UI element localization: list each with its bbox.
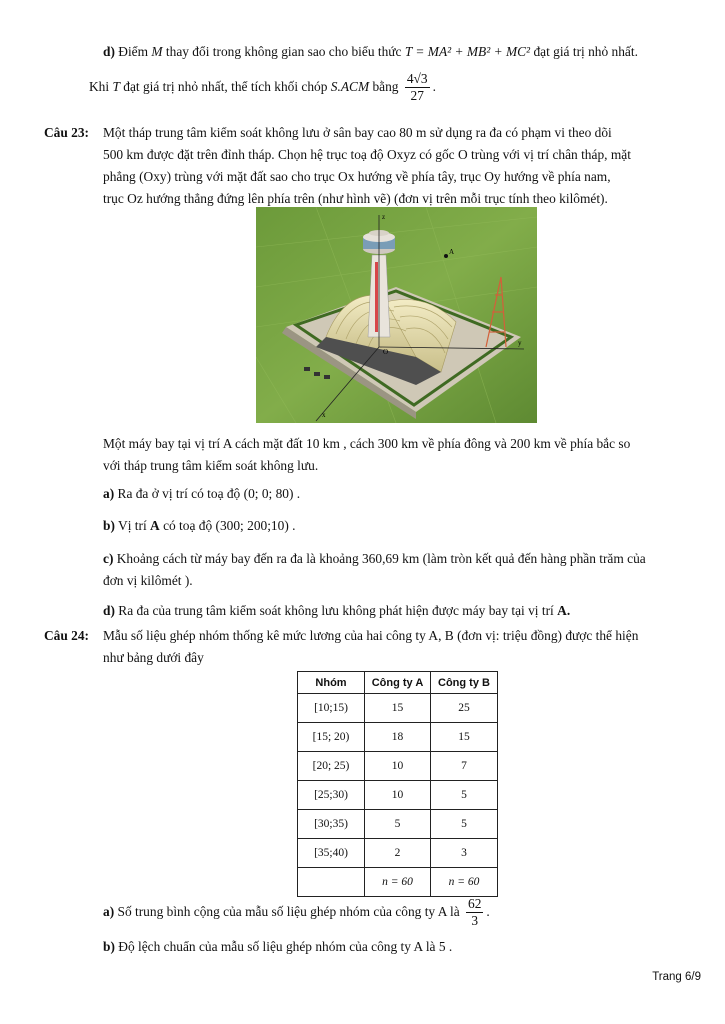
table-cell-company-b: 15: [431, 723, 498, 752]
table-body: [298, 694, 498, 897]
table-row: [298, 723, 498, 752]
table-cell-group: [15; 20): [298, 723, 365, 752]
prev-d-label: d): [103, 44, 115, 59]
q23-line3: phẳng (Oxy) trùng với mặt đất sao cho trục Ox hướng về phía tây, trục Oy hướng về phía nam,: [103, 169, 611, 184]
prev-line2-end: .: [432, 79, 436, 94]
mean-fraction-numerator: 62: [468, 896, 482, 912]
prev-line2-mid: đạt giá trị nhỏ nhất, thể tích khối chóp: [123, 79, 328, 94]
table-row: [298, 694, 498, 723]
table-header-row: [298, 672, 498, 694]
q23-after-fig-2: với tháp trung tâm kiểm soát không lưu.: [103, 458, 319, 473]
q24-a-text: Số trung bình cộng của mẫu số liệu ghép nhóm của công ty A là: [117, 904, 460, 919]
header-company-b: Công ty B: [431, 672, 498, 694]
table-cell-group: [25;30): [298, 781, 365, 810]
table-cell-company-a: 2: [365, 839, 431, 868]
salary-distribution-table: [297, 671, 498, 897]
prev-d-line2: [89, 70, 436, 104]
q23-c-label: c): [103, 551, 114, 566]
table-cell-company-b: 5: [431, 810, 498, 839]
table-cell-group: [20; 25): [298, 752, 365, 781]
table-cell-company-a: 15: [365, 694, 431, 723]
q23-a-text: Ra đa ở vị trí có toạ độ: [117, 486, 241, 501]
page-number: Trang 6/9: [652, 971, 701, 983]
q23-statement-c-line2: đơn vị kilômét ).: [103, 573, 193, 588]
table-cell-company-a: 10: [365, 781, 431, 810]
header-company-a: Công ty A: [365, 672, 431, 694]
mean-fraction: [466, 896, 483, 929]
q24-line1: Mẫu số liệu ghép nhóm thống kê mức lương của hai công ty A, B (đơn vị: triệu đồng) được thể hiện: [103, 628, 639, 643]
q24-a-label: a): [103, 904, 115, 919]
q23-a-coord: (0; 0; 80) .: [243, 486, 301, 501]
prev-line2-before: Khi: [89, 79, 110, 94]
table-row: [298, 810, 498, 839]
q23-statement-d: [103, 602, 570, 620]
q23-d-end: .: [566, 603, 571, 618]
prev-d-var-m: M: [151, 44, 163, 59]
prev-line2-bang: bằng: [372, 79, 399, 94]
table-cell-group: [35;40): [298, 839, 365, 868]
prev-line2-sacm: S.ACM: [330, 79, 370, 94]
q23-b-coord: (300; 200;10) .: [215, 518, 296, 533]
q23-d-point: A: [557, 603, 567, 618]
mean-fraction-denominator: 3: [471, 913, 479, 929]
volume-fraction: [405, 71, 430, 104]
q24-a-end: .: [486, 904, 490, 919]
q24-statement-a: [103, 895, 490, 929]
q24-line2: như bảng dưới đây: [103, 650, 204, 665]
q23-d-label: d): [103, 603, 115, 618]
table-row: [298, 868, 498, 897]
table-cell-company-a: 18: [365, 723, 431, 752]
prev-line2-t: T: [112, 79, 120, 94]
q23-b-text-pre: Vị trí: [118, 518, 147, 533]
table-cell-company-b: 7: [431, 752, 498, 781]
prev-d-text-before: Điểm: [118, 44, 149, 59]
q23-b-text: có toạ độ: [163, 518, 213, 533]
control-tower-illustration: [256, 207, 537, 423]
q23-line4: trục Oz hướng thẳng đứng lên phía trên (như hình vẽ) (đơn vị trên mỗi trục tính theo kilômét).: [103, 191, 608, 206]
table-cell-company-a: n = 60: [365, 868, 431, 897]
table-cell-group: [30;35): [298, 810, 365, 839]
volume-fraction-denominator: 27: [410, 88, 424, 104]
q23-label: Câu 23:: [44, 125, 90, 140]
table-cell-company-b: 3: [431, 839, 498, 868]
prev-d-line: [103, 43, 638, 61]
origin-o-label: O: [383, 348, 389, 356]
q24-b-text: Độ lệch chuẩn của mẫu số liệu ghép nhóm của công ty A là 5 .: [118, 939, 453, 954]
prev-d-text-mid: thay đổi trong không gian sao cho biểu thức: [165, 44, 402, 59]
q24-statement-b: [103, 938, 452, 956]
q23-line2: 500 km được đặt trên đỉnh tháp. Chọn hệ trục toạ độ Oxyz có gốc O trùng với vị trí chân tháp, mặt: [103, 147, 631, 162]
prev-d-text-after: đạt giá trị nhỏ nhất.: [533, 44, 638, 59]
q23-statement-a: [103, 485, 300, 503]
q23-c-text1: Khoảng cách từ máy bay đến ra đa là khoảng 360,69 km (làm tròn kết quả đến hàng phần trăm của: [116, 551, 646, 566]
prev-d-expression: T = MA² + MB² + MC²: [404, 44, 531, 59]
q23-statement-c-line1: [103, 550, 646, 568]
control-tower-drawing: [256, 207, 537, 423]
q23-d-text: Ra đa của trung tâm kiểm soát không lưu không phát hiện được máy bay tại vị trí: [118, 603, 554, 618]
point-a-label: A: [449, 248, 455, 256]
axis-y-label: y: [518, 339, 522, 347]
q23-b-label: b): [103, 518, 115, 533]
table-cell-company-b: 5: [431, 781, 498, 810]
header-group: Nhóm: [298, 672, 365, 694]
axis-x-label: x: [322, 411, 326, 419]
table-cell-group: [298, 868, 365, 897]
table-cell-company-a: 5: [365, 810, 431, 839]
q23-b-point: A: [150, 518, 160, 533]
q24-label: Câu 24:: [44, 628, 90, 643]
table-cell-company-b: n = 60: [431, 868, 498, 897]
volume-fraction-numerator: 4√3: [406, 71, 428, 87]
q23-a-label: a): [103, 486, 115, 501]
table-row: [298, 781, 498, 810]
q24-b-label: b): [103, 939, 115, 954]
q23-line1: Một tháp trung tâm kiểm soát không lưu ở sân bay cao 80 m sử dụng ra đa có phạm vi theo dõi: [103, 125, 612, 140]
table-cell-group: [10;15): [298, 694, 365, 723]
q23-statement-b: [103, 517, 295, 535]
table-cell-company-a: 10: [365, 752, 431, 781]
axis-z-label: z: [382, 213, 386, 221]
table-row: [298, 752, 498, 781]
q23-after-fig-1: Một máy bay tại vị trí A cách mặt đất 10 km , cách 300 km về phía đông và 200 km về phía bắc so: [103, 436, 631, 451]
table-cell-company-b: 25: [431, 694, 498, 723]
table-row: [298, 839, 498, 868]
